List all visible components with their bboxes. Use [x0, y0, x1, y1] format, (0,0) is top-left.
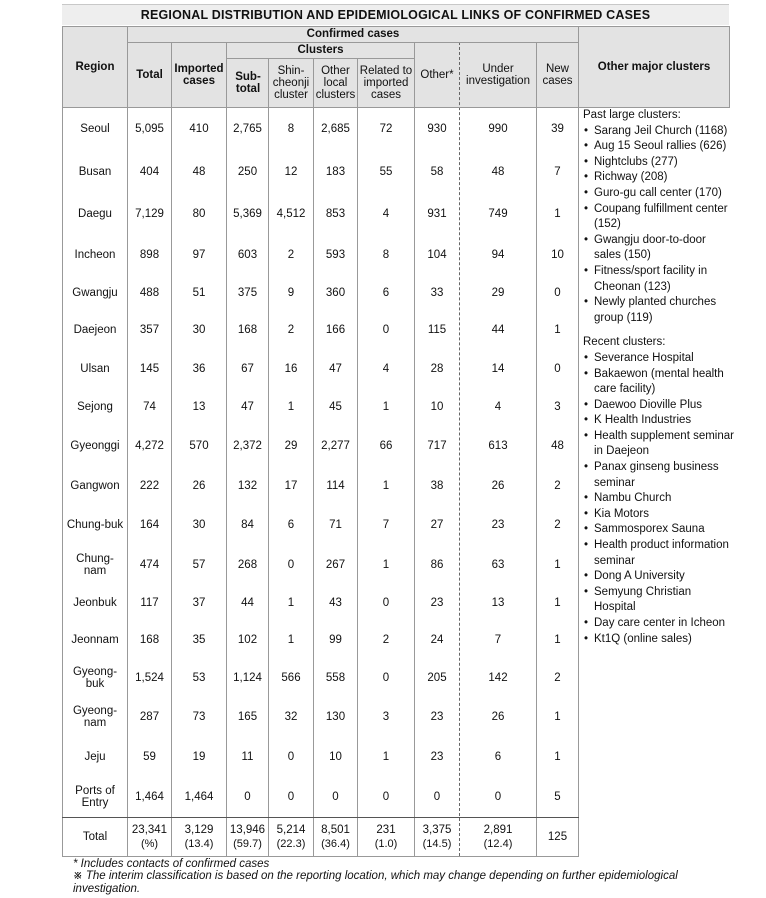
region-cell: Gyeonggi [70, 440, 120, 453]
past-cluster-item: • Newly planted churches group (119) [583, 295, 735, 326]
cell-total: 1,464 [135, 790, 164, 803]
cell-total: 117 [140, 597, 159, 610]
recent-cluster-item: • Bakaewon (mental health care facility) [583, 367, 735, 398]
cell-imported: 73 [192, 710, 206, 723]
recent-cluster-item: • Severance Hospital [583, 351, 735, 367]
recent-cluster-item: • Nambu Church [583, 491, 735, 507]
cell-other: 23 [430, 597, 444, 610]
cell-other: 33 [430, 287, 444, 300]
cell-other-local: 10 [329, 750, 342, 763]
total-percent: (13.4) [184, 837, 214, 850]
total-percent: (22.3) [276, 837, 306, 850]
header-new-cases: New cases [542, 62, 573, 87]
region-cell: Gyeong-buk [72, 665, 118, 690]
cell-other-local: 99 [329, 634, 342, 647]
total-percent: (59.7) [233, 837, 262, 850]
header-shincheonji: Shin-cheonji cluster [272, 64, 310, 102]
cell-related: 0 [382, 324, 390, 337]
cell-related: 4 [382, 208, 390, 221]
cell-related: 6 [382, 287, 390, 300]
cell-shincheonji: 16 [284, 362, 298, 375]
recent-cluster-item: • Health supplement seminar in Daejeon [583, 429, 735, 460]
cell-subtotal: 250 [237, 165, 258, 178]
total-cell-total [128, 818, 171, 856]
cell-related: 7 [382, 519, 390, 532]
recent-clusters-heading: Recent clusters: [583, 336, 666, 349]
total-label: Total [82, 830, 108, 843]
cell-total: 74 [143, 401, 156, 414]
cell-related: 3 [382, 710, 390, 723]
recent-cluster-item: • Day care center in Icheon [583, 616, 735, 632]
cell-subtotal: 2,372 [233, 440, 262, 453]
cell-shincheonji: 29 [284, 440, 298, 453]
cell-other-local: 0 [332, 790, 339, 803]
total-value: 2,891 [483, 823, 513, 836]
cell-under: 44 [491, 324, 505, 337]
region-cell: Jeonbuk [73, 597, 117, 610]
header-subtotal: Sub-total [235, 70, 261, 95]
past-cluster-item: • Fitness/sport facility in Cheonan (123) [583, 264, 735, 295]
header-other: Other* [420, 68, 454, 81]
cell-imported: 97 [192, 249, 206, 262]
header-region: Region [75, 60, 115, 73]
recent-cluster-item: • Kia Motors [583, 507, 735, 523]
cell-related: 72 [379, 123, 393, 136]
total-percent: (14.5) [422, 837, 452, 850]
cell-imported: 410 [189, 123, 209, 136]
past-clusters-list [583, 124, 735, 327]
cell-under: 14 [491, 362, 505, 375]
cell-new: 1 [554, 208, 561, 221]
cell-imported: 26 [192, 480, 206, 493]
cell-subtotal: 84 [241, 519, 254, 532]
grid-line [578, 26, 579, 856]
cell-shincheonji: 0 [287, 750, 295, 763]
grid-line [62, 856, 579, 857]
cell-other: 115 [427, 324, 447, 337]
cell-new: 10 [551, 249, 564, 262]
cell-shincheonji: 0 [287, 790, 295, 803]
cell-shincheonji: 1 [287, 634, 295, 647]
cell-new: 1 [554, 558, 561, 571]
total-cell-shincheonji [269, 818, 313, 856]
cell-related: 0 [382, 597, 390, 610]
cell-new: 0 [554, 362, 561, 375]
cell-other-local: 183 [325, 165, 346, 178]
cell-other: 24 [430, 634, 444, 647]
cell-other-local: 593 [325, 249, 346, 262]
cell-total: 474 [139, 558, 160, 571]
cell-total: 5,095 [135, 123, 164, 136]
cell-new: 3 [554, 401, 561, 414]
cell-total: 488 [139, 287, 160, 300]
cell-under: 26 [491, 480, 505, 493]
region-cell: Daejeon [73, 324, 117, 337]
total-value: 5,214 [276, 823, 306, 836]
region-cell: Gyeong-nam [72, 704, 118, 729]
total-cell-subtotal [227, 818, 268, 856]
cell-subtotal: 268 [237, 558, 258, 571]
cell-under: 63 [491, 558, 505, 571]
cell-under: 48 [491, 165, 505, 178]
region-cell: Chung-nam [76, 552, 114, 577]
cell-related: 1 [382, 750, 390, 763]
cell-other-local: 114 [326, 480, 345, 493]
cell-imported: 36 [192, 362, 206, 375]
cell-subtotal: 102 [237, 634, 258, 647]
cell-total: 404 [139, 165, 160, 178]
cell-new: 1 [554, 324, 561, 337]
cell-related: 2 [382, 634, 390, 647]
cell-subtotal: 5,369 [233, 208, 262, 221]
region-cell: Incheon [74, 249, 116, 262]
cell-imported: 1,464 [184, 790, 214, 803]
cell-shincheonji: 1 [287, 597, 295, 610]
cell-imported: 51 [192, 287, 206, 300]
region-cell: Busan [78, 165, 112, 178]
region-cell: Jeonnam [71, 634, 119, 647]
cell-related: 0 [382, 790, 390, 803]
cell-subtotal: 375 [237, 287, 258, 300]
total-cell-other [415, 818, 459, 856]
past-cluster-item: • Guro-gu call center (170) [583, 186, 735, 202]
past-cluster-item: • Nightclubs (277) [583, 155, 735, 171]
cell-new: 1 [554, 634, 561, 647]
region-cell: Chung-buk [66, 519, 124, 532]
total-value: 13,946 [229, 823, 266, 836]
cell-subtotal: 44 [241, 597, 254, 610]
past-cluster-item: • Gwangju door-to-door sales (150) [583, 233, 735, 264]
cell-imported: 13 [192, 401, 206, 414]
total-cell-new: 125 [547, 830, 568, 843]
cell-total: 7,129 [135, 208, 164, 221]
cell-other: 28 [430, 362, 444, 375]
total-cell-other-local [314, 818, 357, 856]
cell-new: 2 [554, 480, 561, 493]
cell-under: 142 [488, 671, 508, 684]
total-value: 3,375 [422, 823, 452, 836]
cell-related: 4 [382, 362, 390, 375]
cell-subtotal: 1,124 [233, 671, 262, 684]
cell-imported: 53 [192, 671, 206, 684]
footnote-contacts: * Includes contacts of confirmed cases [73, 858, 270, 870]
cell-total: 1,524 [135, 671, 164, 684]
cell-other: 717 [427, 440, 447, 453]
cell-new: 48 [551, 440, 564, 453]
cell-other: 27 [430, 519, 444, 532]
cell-other-local: 71 [329, 519, 342, 532]
region-cell: Jeju [84, 750, 106, 763]
cell-other-local: 43 [329, 597, 342, 610]
cell-shincheonji: 12 [284, 165, 298, 178]
cell-new: 2 [554, 519, 561, 532]
cell-total: 357 [139, 324, 160, 337]
cell-imported: 80 [192, 208, 206, 221]
recent-cluster-item: • Semyung Christian Hospital [583, 585, 735, 616]
total-cell-related [358, 818, 414, 856]
total-value: 23,341 [131, 823, 168, 836]
cell-imported: 35 [192, 634, 206, 647]
cell-subtotal: 11 [241, 750, 254, 763]
region-cell: Ports of Entry [75, 784, 115, 809]
total-percent: (12.4) [483, 837, 513, 850]
region-cell: Daegu [78, 208, 112, 221]
cell-under: 0 [494, 790, 502, 803]
cell-new: 5 [554, 790, 561, 803]
region-cell: Seoul [80, 123, 110, 136]
cell-total: 4,272 [135, 440, 164, 453]
cell-imported: 19 [192, 750, 206, 763]
recent-cluster-item: • Daewoo Dioville Plus [583, 398, 735, 414]
cell-subtotal: 0 [244, 790, 251, 803]
cell-total: 168 [139, 634, 160, 647]
header-confirmed-cases: Confirmed cases [306, 28, 400, 41]
cell-new: 7 [554, 165, 561, 178]
header-under-investigation: Under investigation [466, 62, 530, 87]
cell-subtotal: 132 [237, 480, 258, 493]
cell-other-local: 853 [325, 208, 346, 221]
grid-line [729, 26, 730, 107]
cell-other: 931 [427, 208, 447, 221]
cell-imported: 48 [192, 165, 206, 178]
cell-other: 23 [430, 710, 444, 723]
cell-new: 1 [554, 710, 561, 723]
recent-cluster-item: • Dong A University [583, 569, 735, 585]
cell-subtotal: 168 [237, 324, 258, 337]
cell-subtotal: 67 [241, 362, 254, 375]
cell-shincheonji: 8 [287, 123, 295, 136]
cell-other: 23 [430, 750, 444, 763]
cell-imported: 57 [192, 558, 206, 571]
header-other-major-clusters: Other major clusters [597, 60, 711, 73]
total-cell-under [460, 818, 536, 856]
cell-new: 2 [554, 671, 561, 684]
cell-other: 104 [427, 249, 447, 262]
cell-new: 39 [551, 123, 564, 136]
cell-shincheonji: 4,512 [276, 208, 306, 221]
cell-total: 287 [139, 710, 160, 723]
cell-other: 205 [427, 671, 447, 684]
cell-shincheonji: 17 [284, 480, 298, 493]
total-percent: (1.0) [374, 837, 398, 850]
header-related-imported: Related to imported cases [359, 64, 413, 102]
cell-under: 94 [491, 249, 505, 262]
cell-other: 86 [430, 558, 444, 571]
cell-under: 23 [491, 519, 505, 532]
total-value: 8,501 [321, 823, 350, 836]
cell-other: 0 [433, 790, 441, 803]
cell-total: 898 [139, 249, 160, 262]
total-percent: (%) [140, 837, 159, 850]
cell-shincheonji: 1 [287, 401, 295, 414]
cell-subtotal: 165 [237, 710, 258, 723]
cell-under: 7 [494, 634, 502, 647]
cell-total: 222 [139, 480, 160, 493]
cell-related: 8 [382, 249, 390, 262]
cell-total: 164 [139, 519, 160, 532]
cell-other-local: 45 [329, 401, 342, 414]
header-total: Total [136, 68, 163, 81]
header-imported: Imported cases [174, 62, 224, 87]
table-title: REGIONAL DISTRIBUTION AND EPIDEMIOLOGICAL LINKS OF CONFIRMED CASES [62, 4, 729, 25]
cell-new: 0 [554, 287, 561, 300]
cell-subtotal: 2,765 [233, 123, 262, 136]
cell-other: 38 [430, 480, 444, 493]
cell-shincheonji: 2 [287, 249, 295, 262]
cell-under: 990 [488, 123, 508, 136]
recent-cluster-item: • Kt1Q (online sales) [583, 632, 735, 648]
cell-new: 1 [554, 597, 561, 610]
header-clusters: Clusters [297, 44, 344, 57]
cell-related: 55 [379, 165, 393, 178]
cell-shincheonji: 6 [287, 519, 295, 532]
total-percent: (36.4) [321, 837, 350, 850]
cell-under: 29 [491, 287, 505, 300]
cell-other-local: 47 [329, 362, 342, 375]
cell-imported: 30 [192, 324, 206, 337]
cell-under: 13 [491, 597, 505, 610]
region-cell: Gangwon [70, 480, 120, 493]
cell-new: 1 [554, 750, 561, 763]
cell-shincheonji: 566 [281, 671, 301, 684]
footnote-interim-classification: ※ The interim classification is based on the reporting location, which may change depending on further epidemiological investigation. [73, 870, 678, 895]
header-other-local: Other local clusters [315, 64, 356, 102]
cell-imported: 30 [192, 519, 206, 532]
cell-total: 59 [143, 750, 156, 763]
cell-related: 0 [382, 671, 390, 684]
cell-under: 26 [491, 710, 505, 723]
cell-other-local: 166 [325, 324, 346, 337]
past-cluster-item: • Richway (208) [583, 170, 735, 186]
cell-other-local: 267 [325, 558, 346, 571]
recent-clusters-list [583, 351, 735, 647]
past-cluster-item: • Aug 15 Seoul rallies (626) [583, 139, 735, 155]
other-major-clusters-list [583, 108, 735, 647]
recent-cluster-item: • K Health Industries [583, 413, 735, 429]
cell-under: 6 [494, 750, 502, 763]
cell-other-local: 130 [325, 710, 346, 723]
cell-shincheonji: 32 [284, 710, 298, 723]
cell-imported: 570 [189, 440, 209, 453]
cell-other: 58 [430, 165, 444, 178]
cell-other-local: 2,685 [321, 123, 350, 136]
past-cluster-item: • Coupang fulfillment center (152) [583, 202, 735, 233]
cell-other: 930 [427, 123, 447, 136]
cell-related: 66 [379, 440, 393, 453]
recent-cluster-item: • Sammosporex Sauna [583, 522, 735, 538]
cell-other-local: 360 [325, 287, 346, 300]
past-clusters-heading: Past large clusters: [583, 109, 681, 121]
cell-under: 613 [488, 440, 508, 453]
recent-cluster-item: • Panax ginseng business seminar [583, 460, 735, 491]
cell-imported: 37 [192, 597, 206, 610]
total-cell-imported [172, 818, 226, 856]
cell-subtotal: 47 [241, 401, 254, 414]
cell-under: 749 [488, 208, 508, 221]
total-value: 231 [376, 823, 396, 836]
cell-other-local: 558 [325, 671, 346, 684]
region-cell: Gwangju [72, 287, 118, 300]
cell-under: 4 [494, 401, 502, 414]
total-value: 3,129 [184, 823, 214, 836]
cell-shincheonji: 0 [287, 558, 295, 571]
cell-subtotal: 603 [237, 249, 258, 262]
cell-shincheonji: 9 [287, 287, 295, 300]
cell-other-local: 2,277 [321, 440, 350, 453]
past-cluster-item: • Sarang Jeil Church (1168) [583, 124, 735, 140]
cell-related: 1 [382, 558, 390, 571]
cell-other: 10 [430, 401, 444, 414]
region-cell: Sejong [77, 401, 113, 414]
cell-related: 1 [382, 480, 390, 493]
region-cell: Ulsan [80, 362, 110, 375]
recent-cluster-item: • Health product information seminar [583, 538, 735, 569]
cell-total: 145 [139, 362, 160, 375]
cell-related: 1 [382, 401, 390, 414]
cell-shincheonji: 2 [287, 324, 295, 337]
